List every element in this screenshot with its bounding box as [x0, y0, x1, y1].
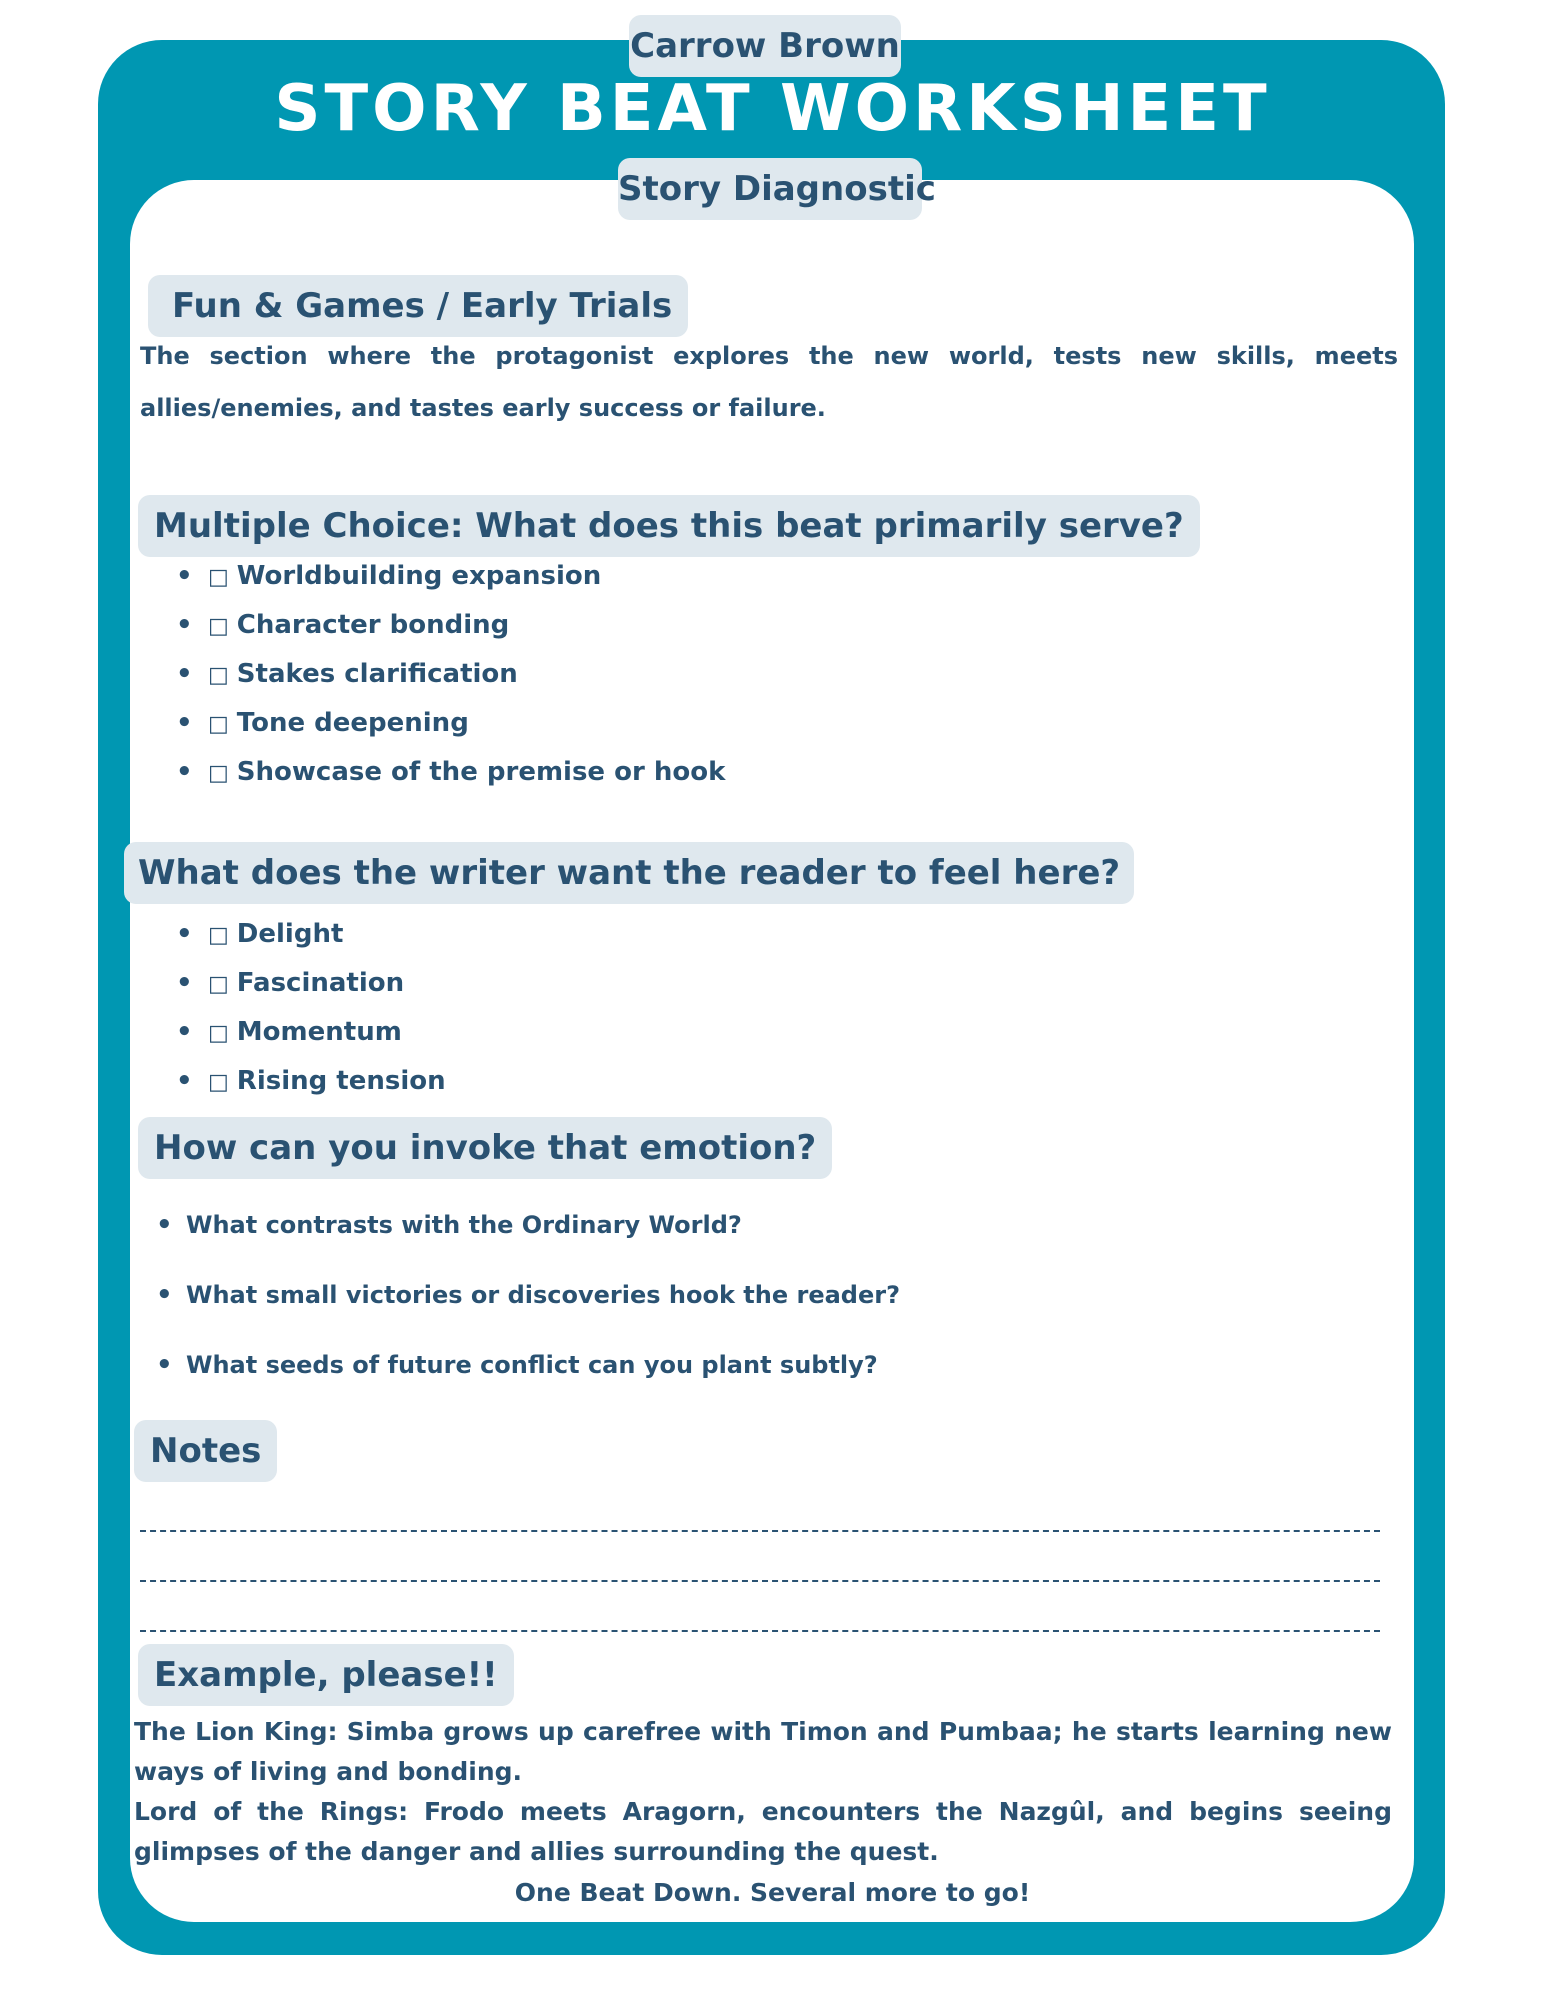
multiple-choice-heading: Multiple Choice: What does this beat primarily serve? — [138, 495, 1200, 557]
feel-list — [178, 910, 446, 1106]
choice-option[interactable] — [178, 601, 725, 650]
notes-line[interactable] — [140, 1530, 1380, 1532]
example-heading: Example, please!! — [138, 1644, 514, 1706]
checkbox-icon[interactable]: □ — [208, 1021, 229, 1046]
beat-heading: Fun & Games / Early Trials — [148, 275, 688, 337]
feel-option[interactable] — [178, 1008, 446, 1057]
choice-option[interactable] — [178, 699, 725, 748]
feel-label: Fascination — [236, 968, 405, 998]
example-line: The Lion King: Simba grows up carefree with Timon and Pumbaa; he starts learning new ways of living and bonding. — [134, 1717, 1392, 1786]
page-title: STORY BEAT WORKSHEET — [274, 72, 1271, 146]
feel-label: Momentum — [236, 1017, 402, 1047]
notes-line[interactable] — [140, 1630, 1380, 1632]
notes-line[interactable] — [140, 1580, 1380, 1582]
notes-heading: Notes — [134, 1420, 277, 1482]
example-line: Lord of the Rings: Frodo meets Aragorn, encounters the Nazgûl, and begins seeing glimpses of the danger and allies surrounding the quest. — [134, 1797, 1392, 1866]
choice-label: Worldbuilding expansion — [236, 561, 602, 591]
feel-option[interactable] — [178, 910, 446, 959]
choice-option[interactable] — [178, 552, 725, 601]
checkbox-icon[interactable]: □ — [208, 972, 229, 997]
checkbox-icon[interactable]: □ — [208, 663, 229, 688]
choice-label: Character bonding — [236, 610, 510, 640]
author-badge: Carrow Brown — [629, 15, 901, 77]
checkbox-icon[interactable]: □ — [208, 761, 229, 786]
footer-text: One Beat Down. Several more to go! — [514, 1878, 1031, 1907]
choice-label: Stakes clarification — [236, 659, 518, 689]
choice-option[interactable] — [178, 650, 725, 699]
checkbox-icon[interactable]: □ — [208, 712, 229, 737]
feel-option[interactable] — [178, 1057, 446, 1106]
feel-label: Rising tension — [236, 1066, 446, 1096]
checkbox-icon[interactable]: □ — [208, 614, 229, 639]
feel-option[interactable] — [178, 959, 446, 1008]
example-text — [134, 1712, 1392, 1872]
question-item: • What contrasts with the Ordinary World? — [154, 1190, 900, 1260]
choice-label: Showcase of the premise or hook — [236, 757, 726, 787]
checkbox-icon[interactable]: □ — [208, 1070, 229, 1095]
checkbox-icon[interactable]: □ — [208, 923, 229, 948]
multiple-choice-list — [178, 552, 725, 797]
feel-heading: What does the writer want the reader to feel here? — [124, 842, 1134, 904]
choice-label: Tone deepening — [236, 708, 469, 738]
choice-option[interactable] — [178, 748, 725, 797]
subtitle-badge: Story Diagnostic — [618, 158, 922, 220]
invoke-heading: How can you invoke that emotion? — [138, 1117, 832, 1179]
beat-description: The section where the protagonist explores the new world, tests new skills, meets allies/enemies, and tastes early success or failure. — [140, 342, 1398, 422]
question-item: • What small victories or discoveries hook the reader? — [154, 1260, 900, 1330]
question-item: • What seeds of future conflict can you plant subtly? — [154, 1330, 900, 1400]
feel-label: Delight — [236, 919, 344, 949]
invoke-questions — [154, 1190, 900, 1400]
checkbox-icon[interactable]: □ — [208, 565, 229, 590]
